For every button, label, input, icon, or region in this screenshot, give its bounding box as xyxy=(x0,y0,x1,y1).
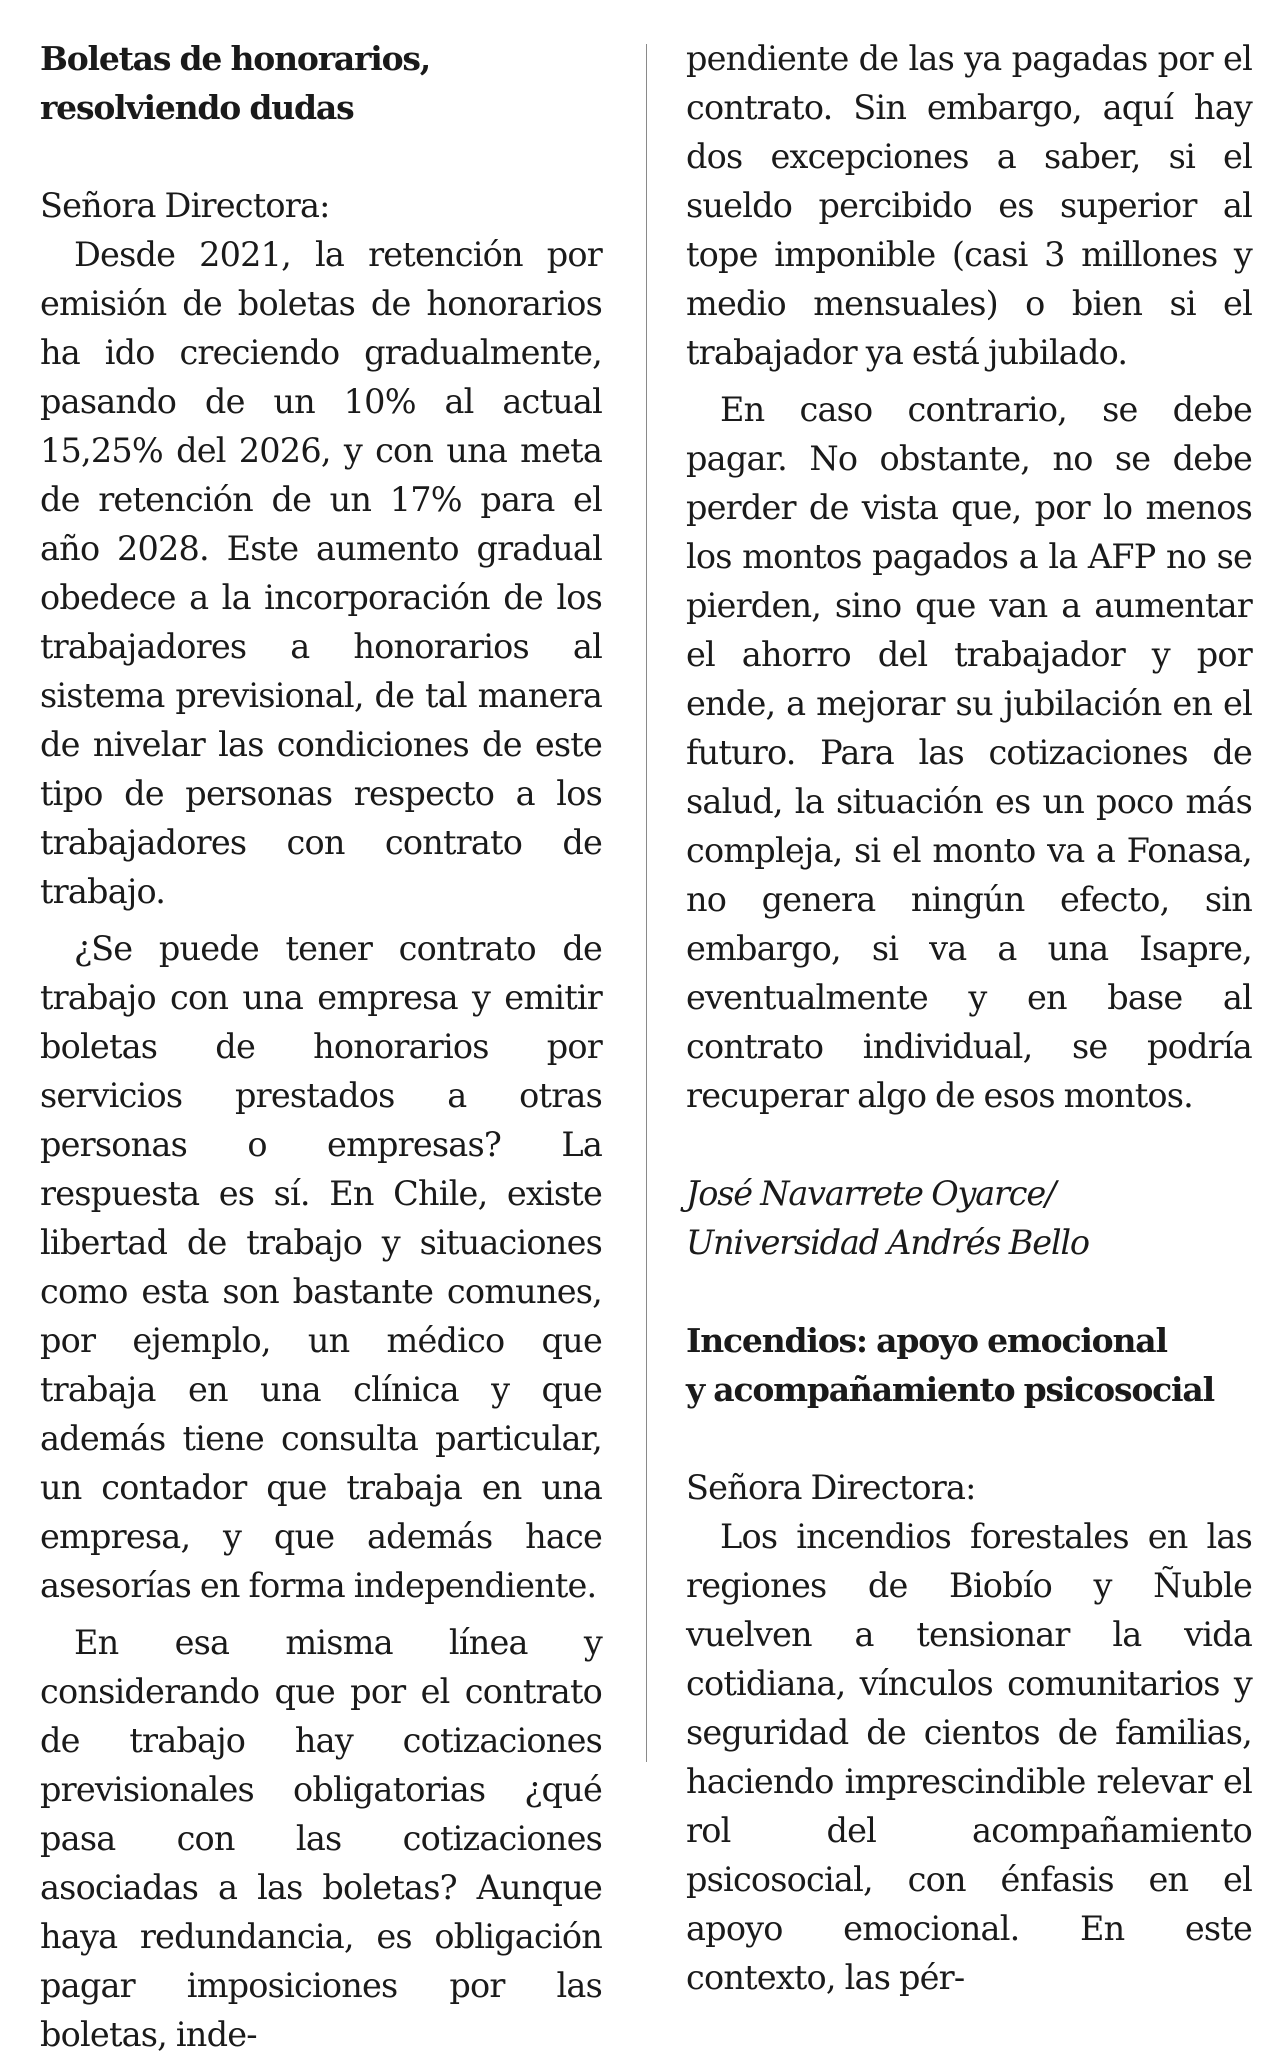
signature-name: José Navarrete Oyarce/ xyxy=(686,1174,1056,1213)
letter2-title-line2: y acompañamiento psicosocial xyxy=(686,1370,1214,1409)
letter1-title-line2: resolviendo dudas xyxy=(40,88,354,127)
letter1-title-line1: Boletas de honorarios, xyxy=(40,39,431,78)
letter2-salutation: Señora Directora: xyxy=(686,1468,976,1507)
letter1-paragraph-2: ¿Se puede tener contrato de trabajo con una empresa y emitir boletas de honorarios por servicios prestados a otras personas o empresas? La respuesta es sí. En Chile, existe libertad de trabajo y situaciones como esta son bastante comunes, por ejemplo, un médico que trabaja en una clínica y que además tiene consulta particular, un contador que trabaja en una empresa, y que además hace asesorías en forma independiente. xyxy=(40,929,602,1605)
column-divider xyxy=(646,44,647,1762)
letter2-title xyxy=(686,1316,1252,1414)
left-column xyxy=(40,34,602,2067)
letter1-paragraph-1: Desde 2021, la retención por emisión de boletas de honorarios ha ido creciendo gradualmente, pasando de un 10% al actual 15,25% del 2026, y con una meta de retención de un 17% para el año 2028. Este aumento gradual obedece a la incorporación de los trabajadores a honorarios al sistema previsional, de tal manera de nivelar las condiciones de este tipo de personas respecto a los trabajadores con contrato de trabajo. xyxy=(40,235,602,911)
letter1-title xyxy=(40,34,602,132)
letter1-paragraph-3: En esa misma línea y considerando que por el contrato de trabajo hay cotizaciones previsionales obligatorias ¿qué pasa con las cotizaciones asociadas a las boletas? Aunque haya redundancia, es obligación pagar imposiciones por las boletas, inde- xyxy=(40,1623,602,2054)
letter2-title-line1: Incendios: apoyo emocional xyxy=(686,1321,1167,1360)
right-column xyxy=(686,34,1252,2010)
letter2-paragraph-1: Los incendios forestales en las regiones de Biobío y Ñuble vuelven a tensionar la vida cotidiana, vínculos comunitarios y seguridad de cientos de familias, haciendo imprescindible relevar el rol del acompañamiento psicosocial, con énfasis en el apoyo emocional. En este contexto, las pér- xyxy=(686,1517,1252,1997)
letter1-paragraph-3-continued: pendiente de las ya pagadas por el contrato. Sin embargo, aquí hay dos excepciones a saber, si el sueldo percibido es superior al tope imponible (casi 3 millones y medio mensuales) o bien si el trabajador ya está jubilado. xyxy=(686,39,1252,372)
letter1-signature xyxy=(686,1169,1252,1267)
signature-affiliation: Universidad Andrés Bello xyxy=(686,1223,1089,1262)
letter1-paragraph-4: En caso contrario, se debe pagar. No obstante, no se debe perder de vista que, por lo menos los montos pagados a la AFP no se pierden, sino que van a aumentar el ahorro del trabajador y por ende, a mejorar su jubilación en el futuro. Para las cotizaciones de salud, la situación es un poco más compleja, si el monto va a Fonasa, no genera ningún efecto, sin embargo, si va a una Isapre, eventualmente y en base al contrato individual, se podría recuperar algo de esos montos. xyxy=(686,390,1252,1115)
letter1-salutation: Señora Directora: xyxy=(40,186,330,225)
